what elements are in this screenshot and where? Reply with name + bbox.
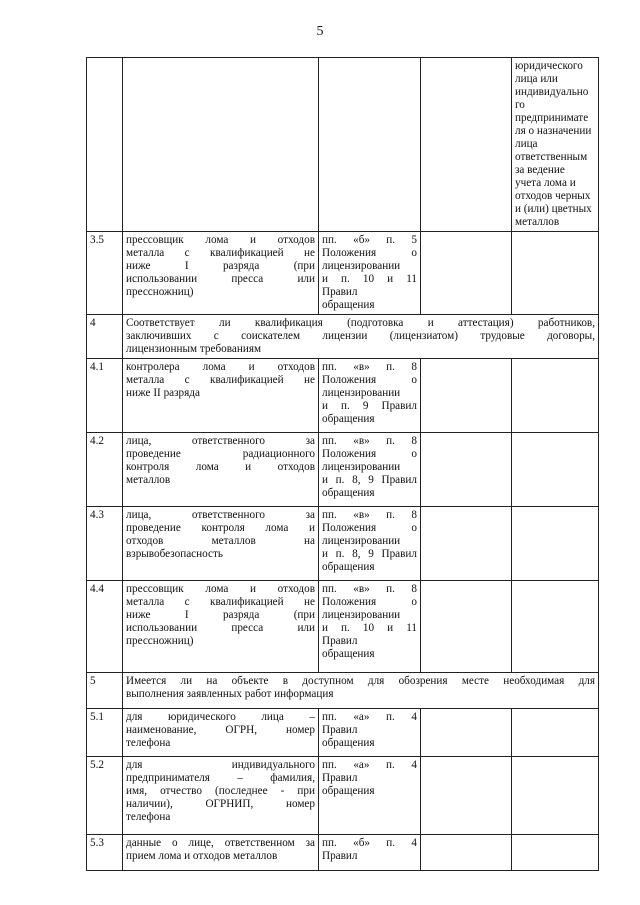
text-line: обращения: [322, 648, 375, 660]
text-line: и п. 8, 9 Правил: [322, 474, 417, 486]
row-number: 5.3: [87, 835, 123, 871]
table-row: [87, 757, 599, 835]
legal-reference: [319, 835, 421, 871]
row-number: [87, 58, 123, 232]
note-cell: [512, 232, 599, 315]
text-line: лица или: [515, 73, 558, 85]
note-cell: [512, 757, 599, 835]
row-number: 4.3: [87, 507, 123, 581]
text-line: ответственным: [515, 151, 588, 163]
legal-reference: [319, 433, 421, 507]
answer-cell: [421, 359, 512, 433]
text-line: Положения о: [322, 247, 417, 259]
text-line: отходов металлов на: [126, 535, 315, 547]
text-line: лица: [515, 138, 538, 150]
table-row: [87, 835, 599, 871]
text-line: юридического: [515, 60, 583, 72]
text-line: Правил: [322, 286, 358, 298]
text-line: и п. 10 и 11: [322, 273, 417, 285]
legal-reference: [319, 507, 421, 581]
text-line: обращения: [322, 299, 375, 311]
answer-cell: [421, 835, 512, 871]
text-line: ниже I разряда (при: [126, 609, 315, 621]
answer-cell: [421, 757, 512, 835]
text-line: телефона: [126, 737, 171, 749]
text-line: Положения о: [322, 522, 417, 534]
text-line: го: [515, 99, 525, 111]
row-number: 3.5: [87, 232, 123, 315]
row-number: 4.2: [87, 433, 123, 507]
answer-cell: [421, 232, 512, 315]
requirement-description: [123, 58, 319, 232]
text-line: металла с квалификацией не: [126, 374, 315, 386]
text-line: для индивидуального: [126, 759, 315, 771]
answer-cell: [421, 581, 512, 673]
text-line: телефона: [126, 811, 171, 823]
row-number: 5.2: [87, 757, 123, 835]
text-line: выполнения заявленных работ информация: [126, 688, 334, 700]
text-line: Правил: [322, 724, 358, 736]
section-heading: [123, 673, 599, 709]
text-line: обращения: [322, 413, 375, 425]
page-number: 5: [316, 24, 324, 39]
row-number: 4: [87, 315, 123, 359]
text-line: пп. «в» п. 8: [322, 435, 417, 447]
text-line: предпринимате: [515, 112, 589, 124]
legal-reference: [319, 58, 421, 232]
answer-cell: [421, 507, 512, 581]
table-row: [87, 709, 599, 757]
text-line: Положения о: [322, 448, 417, 460]
table-row: [87, 581, 599, 673]
text-line: ниже I разряда (при: [126, 260, 315, 272]
text-line: данные о лице, ответственном за: [126, 837, 315, 849]
text-line: Правил: [322, 635, 358, 647]
text-line: Имеется ли на объекте в доступном для обозрения месте необходимая для: [126, 675, 595, 687]
text-line: проведение радиационного: [126, 448, 315, 460]
note-cell: [512, 58, 599, 232]
legal-reference: [319, 709, 421, 757]
text-line: обращения: [322, 561, 375, 573]
text-line: пп. «в» п. 8: [322, 361, 417, 373]
text-line: металлов: [126, 474, 171, 486]
legal-reference: [319, 581, 421, 673]
text-line: для юридического лица –: [126, 711, 315, 723]
section-heading: [123, 315, 599, 359]
text-line: металла с квалификацией не: [126, 596, 315, 608]
text-line: прессножниц): [126, 286, 194, 298]
text-line: металла с квалификацией не: [126, 247, 315, 259]
text-line: прессовщик лома и отходов: [126, 583, 315, 595]
note-cell: [512, 359, 599, 433]
text-line: и п. 10 и 11: [322, 622, 417, 634]
requirement-description: [123, 359, 319, 433]
text-line: пп. «а» п. 4: [322, 759, 417, 771]
text-line: и п. 8, 9 Правил: [322, 548, 417, 560]
answer-cell: [421, 433, 512, 507]
text-line: Положения о: [322, 374, 417, 386]
requirement-description: [123, 507, 319, 581]
text-line: и п. 9 Правил: [322, 400, 417, 412]
text-line: прессовщик лома и отходов: [126, 234, 315, 246]
text-line: прием лома и отходов металлов: [126, 850, 278, 862]
text-line: контролера лома и отходов: [126, 361, 315, 373]
text-line: контроля лома и отходов: [126, 461, 315, 473]
text-line: обращения: [322, 737, 375, 749]
row-number: 4.4: [87, 581, 123, 673]
legal-reference: [319, 757, 421, 835]
text-line: предпринимателя – фамилия,: [126, 772, 315, 784]
table-row: [87, 232, 599, 315]
note-cell: [512, 433, 599, 507]
table-row: [87, 673, 599, 709]
text-line: за ведение: [515, 164, 565, 176]
text-line: металлов: [515, 216, 560, 228]
text-line: пп. «а» п. 4: [322, 711, 417, 723]
text-line: прессножниц): [126, 635, 194, 647]
text-line: взрывобезопасность: [126, 548, 223, 560]
text-line: использовании пресса или: [126, 622, 315, 634]
text-line: лицензировании: [322, 260, 401, 272]
text-line: лицензировании: [322, 535, 401, 547]
text-line: Правил: [322, 850, 358, 862]
table-row: [87, 359, 599, 433]
row-number: 5: [87, 673, 123, 709]
note-cell: [512, 507, 599, 581]
requirement-description: [123, 581, 319, 673]
table-row: [87, 58, 599, 232]
text-line: пп. «в» п. 8: [322, 509, 417, 521]
text-line: использовании пресса или: [126, 273, 315, 285]
table-row: [87, 433, 599, 507]
text-line: лицензировании: [322, 609, 401, 621]
text-line: наличии), ОГРНИП, номер: [126, 798, 315, 810]
text-line: проведение контроля лома и: [126, 522, 315, 534]
answer-cell: [421, 709, 512, 757]
text-line: лица, ответственного за: [126, 435, 315, 447]
requirement-description: [123, 232, 319, 315]
text-line: наименование, ОГРН, номер: [126, 724, 315, 736]
text-line: лицензировании: [322, 461, 401, 473]
text-line: обращения: [322, 487, 375, 499]
text-line: лицензировании: [322, 387, 401, 399]
text-line: пп. «в» п. 8: [322, 583, 417, 595]
requirements-table: [86, 57, 599, 871]
text-line: отходов черных: [515, 190, 591, 202]
table-body: [87, 58, 599, 871]
table-row: [87, 507, 599, 581]
note-cell: [512, 709, 599, 757]
text-line: пп. «б» п. 5: [322, 234, 417, 246]
text-line: Соответствует ли квалификация (подготовка и аттестация) работников,: [126, 317, 595, 329]
text-line: лица, ответственного за: [126, 509, 315, 521]
text-line: лицензионным требованиям: [126, 343, 262, 355]
legal-reference: [319, 232, 421, 315]
row-number: 4.1: [87, 359, 123, 433]
text-line: индивидуально: [515, 86, 589, 98]
requirement-description: [123, 709, 319, 757]
requirement-description: [123, 835, 319, 871]
note-cell: [512, 581, 599, 673]
text-line: имя, отчество (последнее - при: [126, 785, 315, 797]
legal-reference: [319, 359, 421, 433]
text-line: ля о назначении: [515, 125, 592, 137]
text-line: пп. «б» п. 4: [322, 837, 417, 849]
requirement-description: [123, 757, 319, 835]
table-row: [87, 315, 599, 359]
text-line: и (или) цветных: [515, 203, 592, 215]
text-line: Правил: [322, 772, 358, 784]
text-line: учета лома и: [515, 177, 576, 189]
answer-cell: [421, 58, 512, 232]
text-line: Положения о: [322, 596, 417, 608]
requirement-description: [123, 433, 319, 507]
text-line: обращения: [322, 785, 375, 797]
row-number: 5.1: [87, 709, 123, 757]
text-line: ниже II разряда: [126, 387, 200, 399]
note-cell: [512, 835, 599, 871]
text-line: заключивших с соискателем лицензии (лицензиатом) трудовые договоры,: [126, 330, 595, 342]
